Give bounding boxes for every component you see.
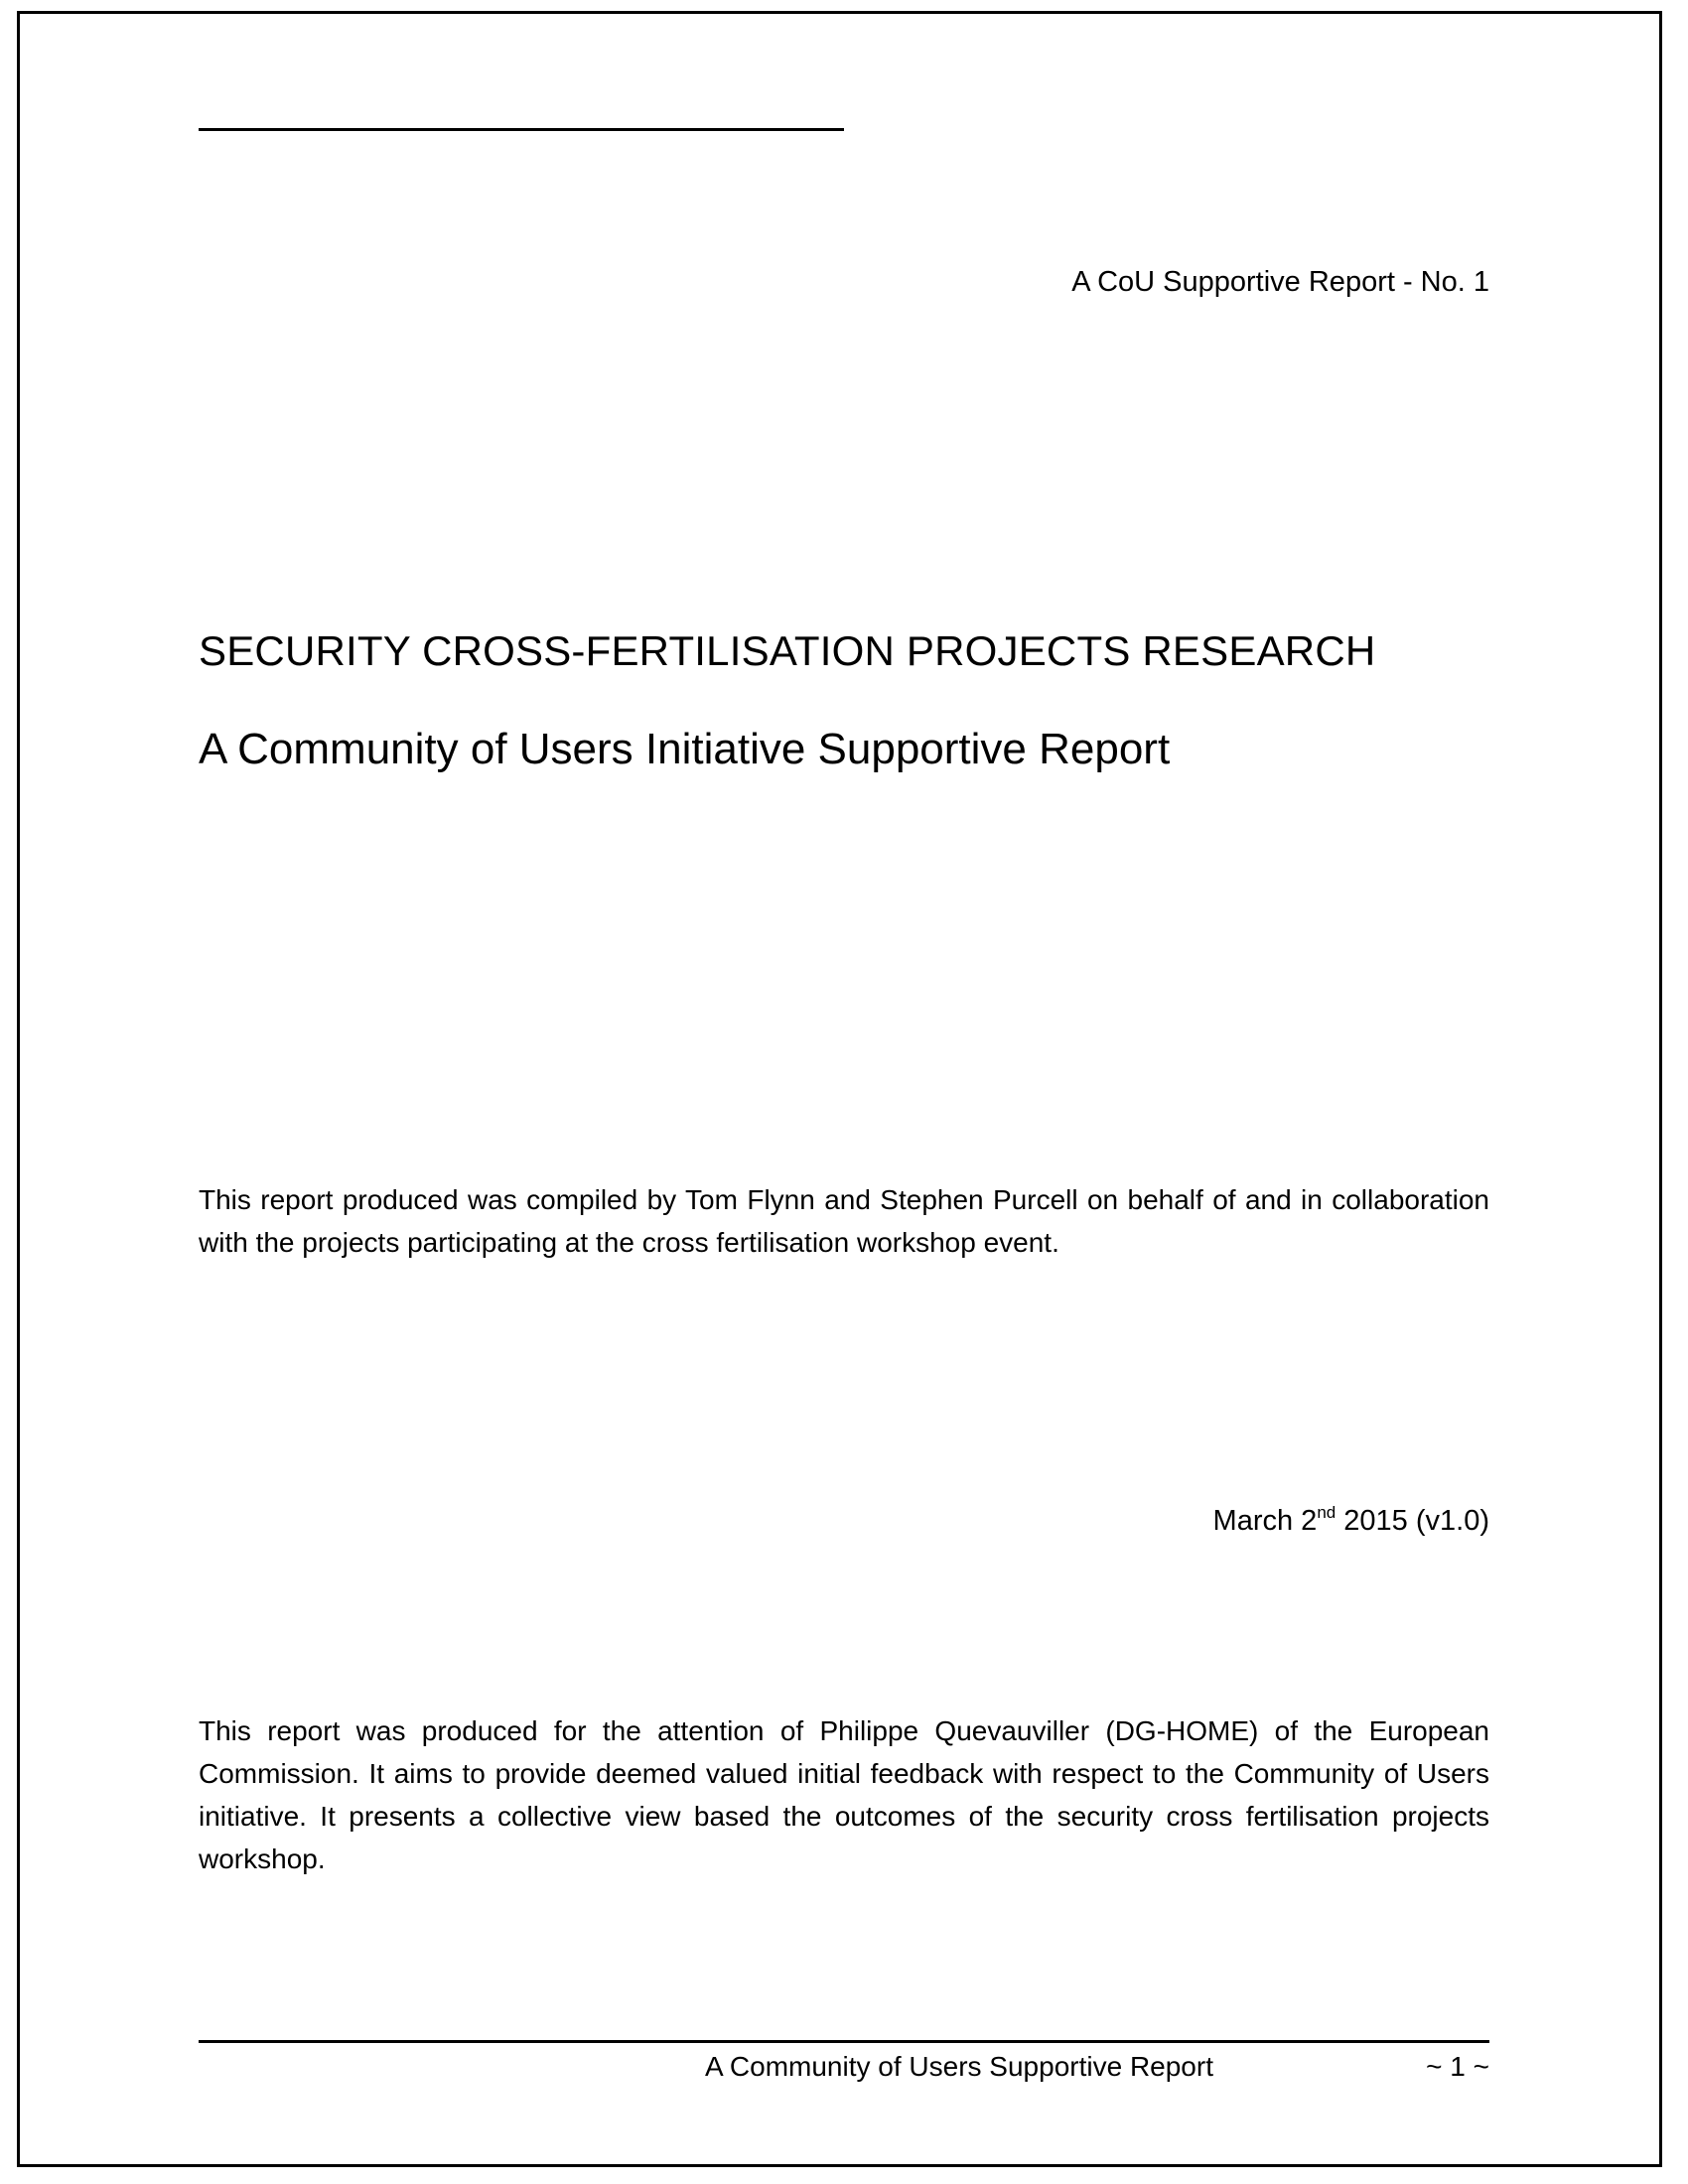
authors-paragraph: This report produced was compiled by Tom Flynn and Stephen Purcell on behalf of and in collaboration with the projects participating at the cross fertilisation workshop event. [199,1184,1489,1258]
attention-paragraph: This report was produced for the attention of Philippe Quevauviller (DG-HOME) of the European Commission. It aims to provide deemed valued initial feedback with respect to the Community of Users initiative. It presents a collective view based the outcomes of the security cross fertilisation projects workshop. [199,1715,1489,1874]
page-number: ~ 1 ~ [1426,2051,1489,2082]
footer-title: A Community of Users Supportive Report [705,2051,1213,2082]
report-date [1213,1505,1489,1538]
date-ordinal: nd [1317,1503,1336,1522]
report-number: A CoU Supportive Report - No. 1 [1071,266,1489,298]
footer-rule [199,2040,1489,2043]
date-month-day: March 2 [1212,1505,1318,1537]
document-title: SECURITY CROSS-FERTILISATION PROJECTS RESEARCH [199,627,1376,674]
header-rule [199,128,844,131]
date-year-version: 2015 (v1.0) [1336,1505,1489,1537]
document-subtitle: A Community of Users Initiative Supportive Report [199,725,1171,773]
